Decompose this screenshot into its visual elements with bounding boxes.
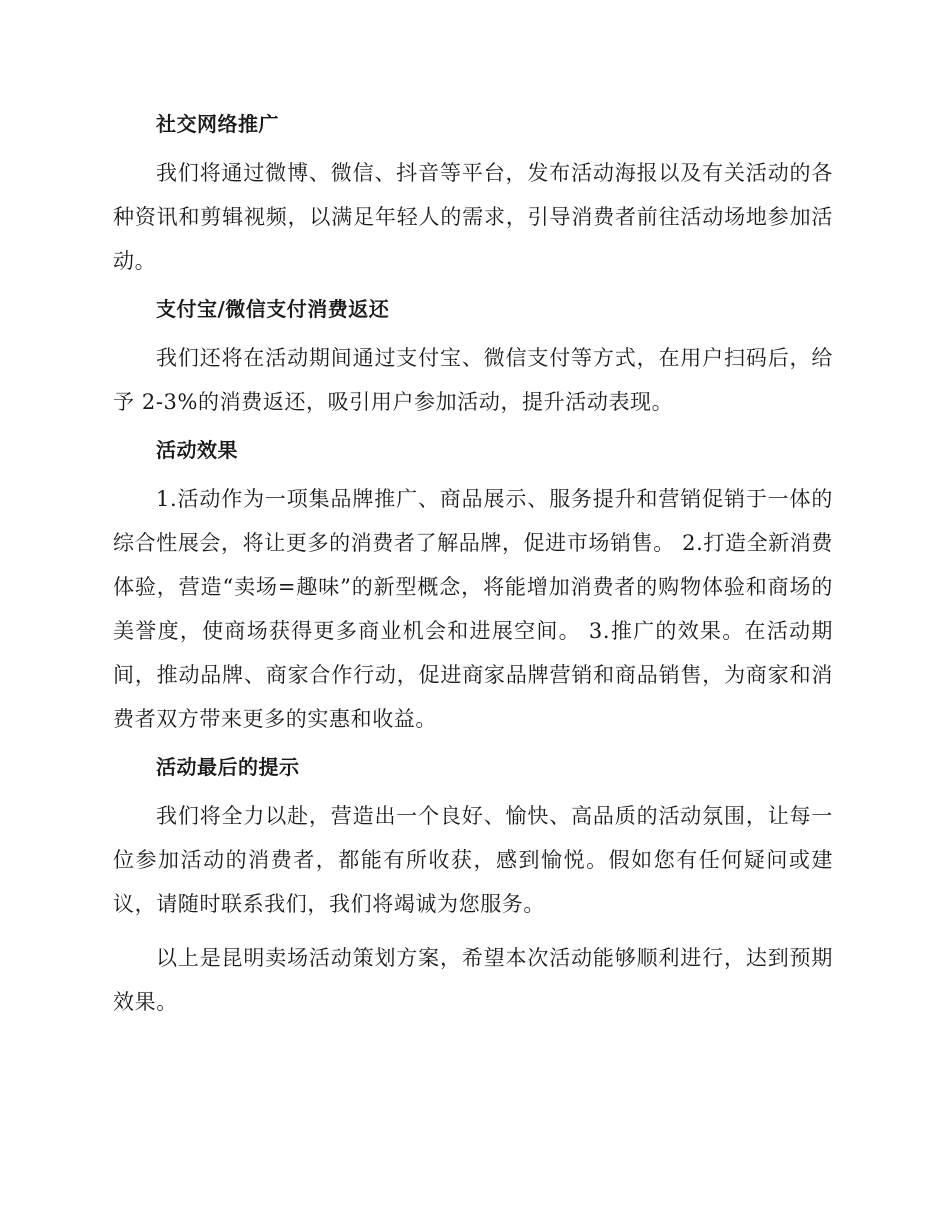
section-body-activity-effect: 1.活动作为一项集品牌推广、商品展示、服务提升和营销促销于一体的综合性展会，将让更多的消费者了解品牌，促进市场销售。 2.打造全新消费体验，营造“卖场=趣味”的新型概念，将能增加消费者的购物体验和商场的美誉度，使商场获得更多商业机会和进展空间。 3.推广的效果。在活动期间，推动品牌、商家合作行动，促进商家品牌营销和商品销售，为商家和消费者双方带来更多的实惠和收益。: [113, 487, 833, 731]
section-heading-social-promotion: 社交网络推广: [156, 112, 279, 136]
section-heading-payment-cashback: 支付宝/微信支付消费返还: [156, 297, 390, 321]
closing-paragraph: 以上是昆明卖场活动策划方案，希望本次活动能够顺利进行，达到预期效果。: [113, 946, 833, 1014]
section-body-final-notice: 我们将全力以赴，营造出一个良好、愉快、高品质的活动氛围，让每一位参加活动的消费者，都能有所收获，感到愉悦。假如您有任何疑问或建议，请随时联系我们，我们将竭诚为您服务。: [113, 804, 833, 916]
section-body-payment-cashback: 我们还将在活动期间通过支付宝、微信支付等方式，在用户扫码后，给予 2-3%的消费返还，吸引用户参加活动，提升活动表现。: [113, 346, 833, 414]
section-heading-activity-effect: 活动效果: [156, 438, 238, 462]
section-heading-final-notice: 活动最后的提示: [156, 755, 300, 779]
section-body-social-promotion: 我们将通过微博、微信、抖音等平台，发布活动海报以及有关活动的各种资讯和剪辑视频，以满足年轻人的需求，引导消费者前往活动场地参加活动。: [113, 161, 833, 273]
document-content: [113, 108, 833, 1034]
